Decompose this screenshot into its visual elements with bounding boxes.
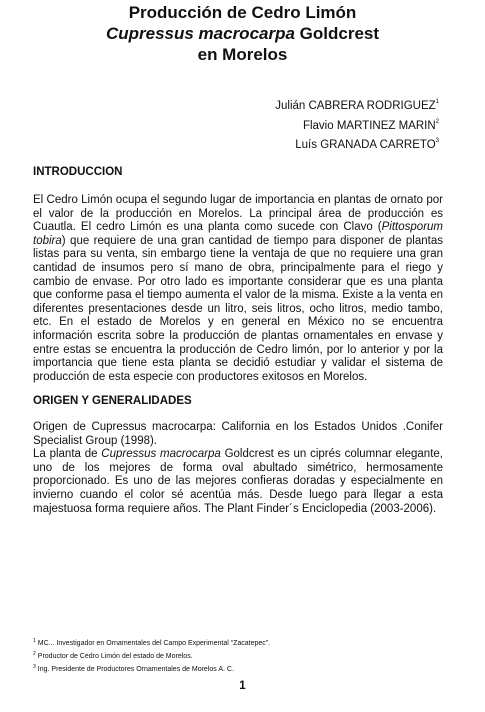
page-number: 1 [239,680,246,692]
footnote-3-text: Ing. Presidente de Productores Ornamentales de Morelos A. C. [37,666,234,673]
author-3 [275,134,439,154]
origin-paragraph [33,421,443,516]
document-title [0,2,485,65]
author-1-name: Julián CABRERA RODRIGUEZ [275,100,436,112]
origin-text-1: Origen de Cupressus macrocarpa: California en los Estados Unidos .Conifer Specialist Group (1998). [33,421,443,447]
origin-text-2b: Goldcrest es un ciprés columnar elegante, uno de los mejores de forma oval abultado simétrico, hermosamente proporcionado. Es uno de las mejores confieras doradas y especialmente en invierno cuando el color sé acentúa más. Desde luego para llegar a esta majestuosa forma requiere años. The Plant Finder´s Enciclopedia (2003-2006). [33,448,443,515]
author-3-name: Luís GRANADA CARRETO [295,139,436,151]
author-3-ref: 3 [435,138,439,144]
intro-species-italic: Pittosporum tobira [33,221,443,247]
footnote-1-text: MC... Investigador en Ornamentales del Campo Experimental “Zacatepec”. [37,640,271,647]
origin-species-italic: Cupressus macrocarpa [101,448,221,461]
author-2-name: Flavio MARTINEZ MARIN [302,119,436,132]
intro-heading: INTRODUCCION [33,166,123,178]
footnote-1 [33,636,453,649]
intro-paragraph [33,194,443,384]
origin-heading: ORIGEN Y GENERALIDADES [33,395,192,407]
footnote-3 [33,662,453,675]
author-2-ref: 2 [435,118,439,125]
title-line-3: en Morelos [197,45,288,64]
author-list [275,95,439,154]
footnote-1-ref: 1 [33,638,36,644]
origin-text-2a: La planta de [33,448,102,461]
footnote-3-ref: 3 [33,664,36,670]
title-line-1: Producción de Cedro Limón [128,3,357,22]
intro-text-a: El Cedro Limón ocupa el segundo lugar de importancia en plantas de ornato por el valor de la producción en Morelos. La principal área de producción es Cuautla. El cedro Limón es una planta como sucede con Clavo ( [33,194,443,234]
author-1 [275,95,439,115]
footnotes [33,636,453,675]
footnote-2-text: Productor de Cedro Limón del estado de Morelos. [37,653,193,660]
title-cultivar: Goldcrest [294,24,380,43]
title-species-italic: Cupressus macrocarpa [105,24,295,43]
footnote-2 [33,649,453,662]
intro-text-b: ) que requiere de una gran cantidad de tiempo para disponer de plantas listas para su venta, sin embargo tiene la ventaja de que no requiere una gran cantidad de insumos pero sí mano de obra, principalmente para el riego y cambio de envase. Por otro lado es importante considerar que es una planta que conforme pasa el tiempo aumenta el valor de la misma. Existe a la venta en diferentes presentaciones desde un litro, seis litros, ocho litros, medio tambo, etc. En el estado de Morelos y en general en México no se encuentra información escrita sobre la producción de plantas ornamentales en envase y entre estas se encuentra la producción de Cedro limón, por lo anterior y por la importancia que tiene esta planta se decidió estudiar y validar el sistema de producción de esta especie con productores exitosos en Morelos. [33,234,443,383]
title-line-2 [0,23,485,44]
author-2 [275,115,439,135]
footnote-2-ref: 2 [33,651,36,657]
author-1-ref: 1 [435,99,439,105]
